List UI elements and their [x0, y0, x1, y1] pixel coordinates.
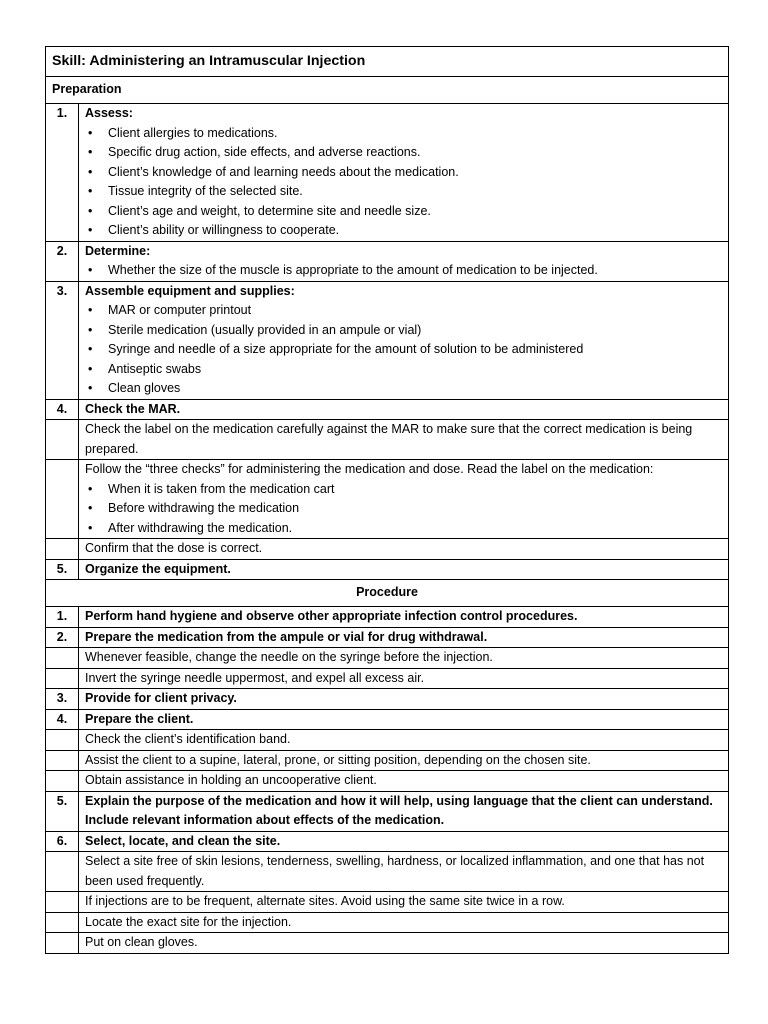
table-row [46, 668, 729, 689]
step-text: Check the label on the medication carefully against the MAR to make sure that the correct medication is being prepared. [85, 422, 693, 456]
step-number [46, 539, 79, 560]
table-row [46, 607, 729, 628]
step-cell [79, 399, 729, 420]
table-row [46, 281, 729, 399]
step-text: Select a site free of skin lesions, tenderness, swelling, hardness, or localized inflammation, and one that has not been used frequently. [85, 854, 705, 888]
step-text: Prepare the client. [85, 711, 194, 726]
step-cell [79, 852, 729, 892]
table-row [46, 831, 729, 852]
step-text: Assemble equipment and supplies: [85, 283, 295, 298]
step-number [46, 730, 79, 751]
step-cell [79, 627, 729, 648]
step-text: Select, locate, and clean the site. [85, 833, 281, 848]
step-text: Assess: [85, 106, 133, 120]
step-text: Prepare the medication from the ampule or vial for drug withdrawal. [85, 629, 488, 644]
step-number [46, 460, 79, 539]
bullet-list [85, 480, 722, 539]
step-cell [79, 750, 729, 771]
table-row [46, 104, 729, 242]
step-cell [79, 933, 729, 954]
step-text: Follow the “three checks” for administering the medication and dose. Read the label on the medication: [85, 462, 654, 476]
step-number: 2. [46, 627, 79, 648]
step-cell [79, 460, 729, 539]
table-row [46, 648, 729, 669]
table-row [46, 933, 729, 954]
bullet-item: • When it is taken from the medication cart [85, 480, 722, 500]
bullet-item: • Client’s age and weight, to determine site and needle size. [85, 202, 722, 222]
step-number: 2. [46, 241, 79, 281]
bullet-item: • Clean gloves [85, 379, 722, 399]
table-row [46, 539, 729, 560]
step-cell [79, 709, 729, 730]
table-row [46, 627, 729, 648]
bullet-item: • Before withdrawing the medication [85, 499, 722, 519]
table-row [46, 420, 729, 460]
table-row [46, 771, 729, 792]
step-cell [79, 539, 729, 560]
step-text: Explain the purpose of the medication and how it will help, using language that the client can understand. Include relevant information about effects of the medication. [85, 793, 713, 827]
step-number: 1. [46, 104, 79, 242]
step-cell [79, 281, 729, 399]
bullet-item: • Client’s ability or willingness to cooperate. [85, 221, 722, 241]
bullet-item: • Tissue integrity of the selected site. [85, 182, 722, 202]
table-row [46, 241, 729, 281]
preparation-header-row [46, 77, 729, 104]
step-text: Obtain assistance in holding an uncooperative client. [85, 773, 377, 787]
bullet-list [85, 301, 722, 399]
table-row [46, 689, 729, 710]
step-number: 1. [46, 607, 79, 628]
step-cell [79, 791, 729, 831]
bullet-list [85, 124, 722, 241]
step-number: 5. [46, 791, 79, 831]
step-text: If injections are to be frequent, alternate sites. Avoid using the same site twice in a row. [85, 894, 565, 908]
step-cell [79, 892, 729, 913]
table-row [46, 460, 729, 539]
bullet-item: • Whether the size of the muscle is appropriate to the amount of medication to be injected. [85, 261, 722, 281]
step-number [46, 420, 79, 460]
table-row [46, 559, 729, 580]
procedure-header-row [46, 580, 729, 607]
preparation-heading: Preparation [46, 77, 729, 104]
step-number: 3. [46, 281, 79, 399]
step-number: 4. [46, 399, 79, 420]
step-text: Invert the syringe needle uppermost, and expel all excess air. [85, 670, 425, 685]
step-number [46, 668, 79, 689]
step-number: 4. [46, 709, 79, 730]
step-text: Check the MAR. [85, 401, 181, 416]
step-text: Confirm that the dose is correct. [85, 541, 263, 555]
step-cell [79, 420, 729, 460]
procedure-heading: Procedure [46, 580, 729, 607]
step-cell [79, 912, 729, 933]
step-cell [79, 730, 729, 751]
skill-table [45, 46, 729, 954]
step-text: Determine: [85, 243, 151, 258]
step-cell [79, 771, 729, 792]
step-text: Check the client’s identification band. [85, 732, 291, 746]
step-text: Assist the client to a supine, lateral, prone, or sitting position, depending on the chosen site. [85, 752, 591, 767]
bullet-item: • Client allergies to medications. [85, 124, 722, 144]
step-text: Locate the exact site for the injection. [85, 914, 292, 929]
step-cell [79, 104, 729, 242]
table-row [46, 912, 729, 933]
step-number: 5. [46, 559, 79, 580]
page-title: Skill: Administering an Intramuscular Injection [46, 47, 729, 77]
step-number [46, 892, 79, 913]
step-cell [79, 607, 729, 628]
table-row [46, 892, 729, 913]
bullet-item: • Sterile medication (usually provided in an ampule or vial) [85, 321, 722, 341]
table-row [46, 709, 729, 730]
step-cell [79, 831, 729, 852]
step-number [46, 750, 79, 771]
table-row [46, 399, 729, 420]
step-text: Provide for client privacy. [85, 691, 237, 705]
step-number: 3. [46, 689, 79, 710]
step-number: 6. [46, 831, 79, 852]
bullet-item: • Specific drug action, side effects, and adverse reactions. [85, 143, 722, 163]
bullet-item: • Client’s knowledge of and learning needs about the medication. [85, 163, 722, 183]
bullet-item: • After withdrawing the medication. [85, 519, 722, 539]
step-text: Put on clean gloves. [85, 935, 198, 949]
step-number [46, 771, 79, 792]
table-row [46, 750, 729, 771]
step-text: Whenever feasible, change the needle on the syringe before the injection. [85, 650, 493, 664]
table-row [46, 791, 729, 831]
step-cell [79, 241, 729, 281]
step-text: Perform hand hygiene and observe other appropriate infection control procedures. [85, 609, 578, 623]
table-row [46, 852, 729, 892]
step-cell [79, 559, 729, 580]
step-number [46, 852, 79, 892]
title-row [46, 47, 729, 77]
table-row [46, 730, 729, 751]
bullet-item: • Antiseptic swabs [85, 360, 722, 380]
step-text: Organize the equipment. [85, 561, 231, 576]
bullet-item: • MAR or computer printout [85, 301, 722, 321]
step-cell [79, 648, 729, 669]
step-number [46, 648, 79, 669]
bullet-list [85, 261, 722, 281]
step-number [46, 933, 79, 954]
step-number [46, 912, 79, 933]
step-cell [79, 668, 729, 689]
bullet-item: • Syringe and needle of a size appropriate for the amount of solution to be administered [85, 340, 722, 360]
step-cell [79, 689, 729, 710]
